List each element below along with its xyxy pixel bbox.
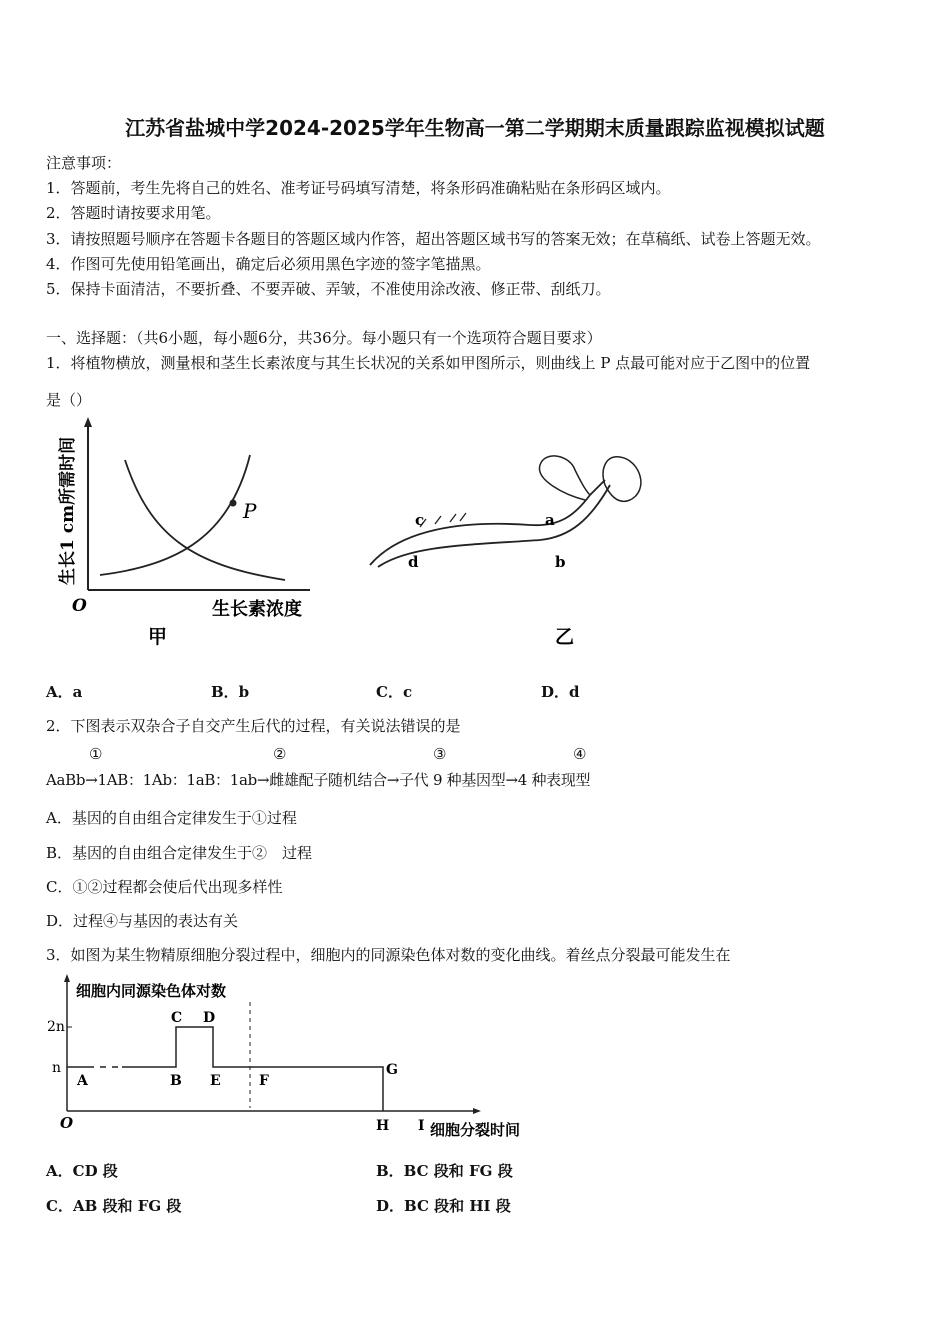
figure-label: H bbox=[376, 1118, 390, 1134]
question-3-stem: 3．如图为某生物精原细胞分裂过程中，细胞内的同源染色体对数的变化曲线。着丝点分裂最可能发生在 bbox=[46, 946, 731, 964]
figure-label: b bbox=[555, 553, 566, 571]
figure-chromosome-chart bbox=[40, 970, 540, 1150]
y-axis-label: 细胞内同源染色体对数 bbox=[76, 982, 227, 1000]
figure-jia bbox=[40, 415, 340, 655]
step-marker: ③ bbox=[433, 745, 447, 763]
option-b[interactable]: B．基因的自由组合定律发生于② 过程 bbox=[46, 844, 313, 862]
curve-stem bbox=[100, 455, 250, 575]
figure-label: O bbox=[60, 1114, 74, 1132]
figure-yi bbox=[360, 445, 660, 655]
figure-label: n bbox=[52, 1060, 62, 1076]
option-b[interactable]: B．BC 段和 FG 段 bbox=[376, 1162, 513, 1180]
figure-mark bbox=[473, 1108, 481, 1114]
x-axis-label: 生长素浓度 bbox=[212, 599, 302, 620]
x-axis-label: 细胞分裂时间 bbox=[430, 1121, 521, 1139]
figure-label: 乙 bbox=[555, 626, 575, 648]
step-marker: ④ bbox=[573, 745, 587, 763]
figure-label: a bbox=[545, 511, 555, 529]
option-a[interactable]: A．CD 段 bbox=[46, 1162, 118, 1180]
figure-mark bbox=[84, 417, 92, 427]
figure-label: A bbox=[77, 1073, 88, 1089]
y-axis-label: 生长1 cm所需时间 bbox=[58, 436, 78, 585]
question-2-stem: 2．下图表示双杂合子自交产生后代的过程，有关说法错误的是 bbox=[46, 717, 461, 735]
point-p bbox=[230, 500, 237, 507]
option-c[interactable]: C．①②过程都会使后代出现多样性 bbox=[46, 878, 283, 896]
figure-label: E bbox=[210, 1073, 221, 1089]
step-marker: ① bbox=[89, 745, 103, 763]
option-d[interactable]: D．过程④与基因的表达有关 bbox=[46, 912, 239, 930]
figure-mark bbox=[370, 480, 605, 565]
figure-label: d bbox=[408, 553, 419, 571]
page-title: 江苏省盐城中学2024-2025学年生物高一第二学期期末质量跟踪监视模拟试题 bbox=[125, 116, 825, 140]
label-p: P bbox=[243, 499, 257, 523]
note-item: 1．答题前，考生先将自己的姓名、准考证号码填写清楚，将条形码准确粘贴在条形码区域内。 bbox=[46, 179, 671, 197]
step-marker: ② bbox=[273, 745, 287, 763]
option-a[interactable]: A．a bbox=[46, 683, 83, 701]
curve bbox=[122, 1027, 383, 1111]
figure-label: G bbox=[386, 1062, 398, 1078]
question-1-stem: 1．将植物横放，测量根和茎生长素浓度与其生长状况的关系如甲图所示，则曲线上 P 点最可能对应于乙图中的位置 bbox=[46, 354, 811, 372]
note-item: 2．答题时请按要求用笔。 bbox=[46, 204, 221, 222]
figure-label: I bbox=[418, 1118, 425, 1134]
section-heading: 一、选择题：（共6小题，每小题6分，共36分。每小题只有一个选项符合题目要求） bbox=[46, 329, 602, 347]
figure-label: O bbox=[72, 596, 87, 616]
figure-label: C bbox=[171, 1010, 183, 1026]
notes-heading: 注意事项： bbox=[46, 154, 122, 172]
option-a[interactable]: A．基因的自由组合定律发生于①过程 bbox=[46, 809, 297, 827]
figure-mark bbox=[539, 456, 590, 500]
note-item: 3．请按照题号顺序在答题卡各题目的答题区域内作答，超出答题区域书写的答案无效；在草稿纸、试卷上答题无效。 bbox=[46, 230, 821, 248]
question-1-stem-cont: 是（） bbox=[46, 391, 92, 409]
figure-label: c bbox=[415, 511, 425, 529]
option-d[interactable]: D．d bbox=[541, 683, 580, 701]
curve-root bbox=[125, 460, 285, 580]
option-b[interactable]: B．b bbox=[211, 683, 250, 701]
figure-label: 甲 bbox=[148, 626, 168, 648]
option-d[interactable]: D．BC 段和 HI 段 bbox=[376, 1197, 511, 1215]
option-c[interactable]: C．c bbox=[376, 683, 413, 701]
process-formula: AaBb→1AB：1Ab：1aB：1ab→雌雄配子随机结合→子代 9 种基因型→4 种表现型 bbox=[46, 771, 591, 789]
option-c[interactable]: C．AB 段和 FG 段 bbox=[46, 1197, 182, 1215]
note-item: 5．保持卡面清洁，不要折叠、不要弄破、弄皱，不准使用涂改液、修正带、刮纸刀。 bbox=[46, 280, 611, 298]
figure-label: B bbox=[170, 1073, 182, 1089]
figure-label: D bbox=[203, 1010, 216, 1026]
figure-label: F bbox=[259, 1073, 269, 1089]
figure-label: 2n bbox=[47, 1019, 65, 1035]
note-item: 4．作图可先使用铅笔画出，确定后必须用黑色字迹的签字笔描黑。 bbox=[46, 255, 491, 273]
figure-mark bbox=[64, 974, 70, 982]
figure-mark bbox=[603, 457, 641, 502]
